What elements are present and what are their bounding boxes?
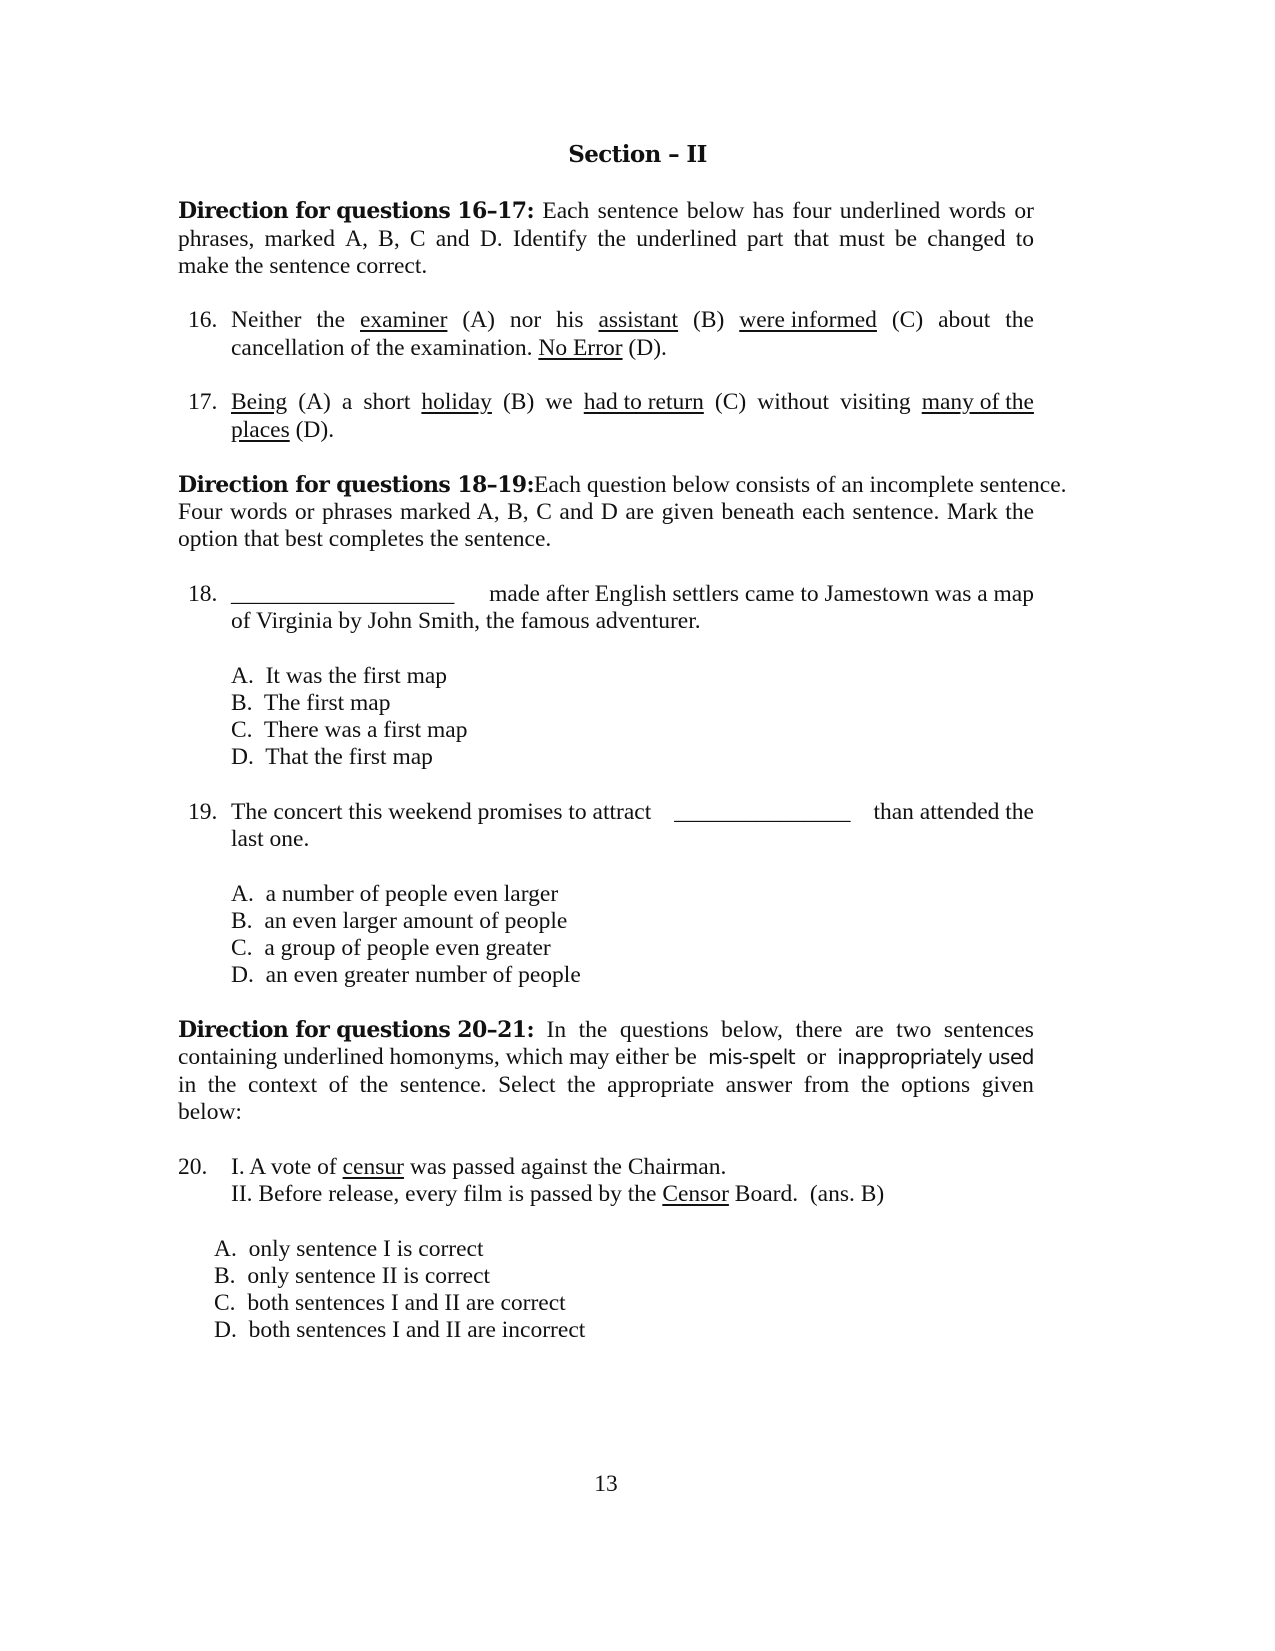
option-c: C. a group of people even greater xyxy=(231,935,551,961)
question-number: 20. xyxy=(178,1154,208,1180)
underlined-part-c: were informed xyxy=(739,307,877,333)
direction-20-21-line-1: Direction for questions 20–21: In the questions below, there are two sentences xyxy=(178,1017,1034,1043)
question-17-line-2: places (D). xyxy=(231,417,335,443)
option-c: C. There was a first map xyxy=(231,717,468,743)
direction-16-17-line-2: phrases, marked A, B, C and D. Identify the underlined part that must be changed to xyxy=(178,226,1034,252)
question-number: 17. xyxy=(188,389,218,415)
option-d: D. That the first map xyxy=(231,744,433,770)
option-c: C. both sentences I and II are correct xyxy=(214,1290,566,1316)
underlined-part-d: many of the xyxy=(921,389,1034,415)
answer-blank: _______________ xyxy=(674,799,851,825)
question-number: 16. xyxy=(188,307,218,333)
question-17-line-1: Being (A) a short holiday (B) we had to return (C) without visiting many of the xyxy=(231,389,1034,415)
direction-16-17-line-1: Direction for questions 16–17: Each sentence below has four underlined words or xyxy=(178,198,1034,224)
option-b: B. The first map xyxy=(231,690,391,716)
direction-18-19-line-2: Four words or phrases marked A, B, C and D are given beneath each sentence. Mark the xyxy=(178,499,1034,525)
underlined-homonym: censur xyxy=(342,1154,404,1180)
option-a: A. a number of people even larger xyxy=(231,881,559,907)
question-number: 18. xyxy=(188,581,218,607)
question-number: 19. xyxy=(188,799,218,825)
question-18-line-1: ___________________ made after English settlers came to Jamestown was a map xyxy=(231,581,1034,607)
option-a: A. only sentence I is correct xyxy=(214,1236,484,1262)
underlined-homonym: Censor xyxy=(662,1181,729,1207)
question-20-sentence-2: II. Before release, every film is passed by the Censor Board. (ans. B) xyxy=(231,1181,885,1207)
option-a: A. It was the first map xyxy=(231,663,448,689)
underlined-part-a: examiner xyxy=(360,307,448,333)
answer-blank: ___________________ xyxy=(231,581,455,607)
option-d: D. both sentences I and II are incorrect xyxy=(214,1317,586,1343)
underlined-part-d-cont: places xyxy=(231,417,290,443)
page-number: 13 xyxy=(594,1471,618,1497)
option-b: B. an even larger amount of people xyxy=(231,908,568,934)
option-b: B. only sentence II is correct xyxy=(214,1263,491,1289)
direction-label: Direction for questions 16–17: xyxy=(178,198,535,224)
direction-20-21-line-3: in the context of the sentence. Select the appropriate answer from the options given xyxy=(178,1072,1034,1098)
direction-16-17-line-3: make the sentence correct. xyxy=(178,253,428,279)
underlined-part-c: had to return xyxy=(583,389,704,415)
question-19-line-2: last one. xyxy=(231,826,310,852)
direction-label: Direction for questions 18–19: xyxy=(178,472,535,498)
underlined-part-a: Being xyxy=(231,389,288,415)
underlined-part-b: holiday xyxy=(421,389,492,415)
question-16-line-2: cancellation of the examination. No Error (D). xyxy=(231,335,667,361)
question-19-line-1: The concert this weekend promises to attract _______________ than attended the xyxy=(231,799,1034,825)
question-20-sentence-1: I. A vote of censur was passed against the Chairman. xyxy=(231,1154,727,1180)
direction-20-21-line-2: containing underlined homonyms, which may either be mis-spelt or inappropriately used xyxy=(178,1044,1034,1070)
underlined-part-b: assistant xyxy=(598,307,679,333)
direction-18-19-line-1: Direction for questions 18–19: Each question below consists of an incomplete sentence. xyxy=(178,472,1067,498)
option-d: D. an even greater number of people xyxy=(231,962,581,988)
section-title: Section – II xyxy=(568,141,707,168)
direction-label: Direction for questions 20–21: xyxy=(178,1017,535,1043)
direction-20-21-line-4: below: xyxy=(178,1099,242,1125)
direction-18-19-line-3: option that best completes the sentence. xyxy=(178,526,552,552)
question-18-line-2: of Virginia by John Smith, the famous adventurer. xyxy=(231,608,701,634)
underlined-part-d: No Error xyxy=(538,335,623,361)
question-16-line-1: Neither the examiner (A) nor his assistant (B) were informed (C) about the xyxy=(231,307,1034,333)
